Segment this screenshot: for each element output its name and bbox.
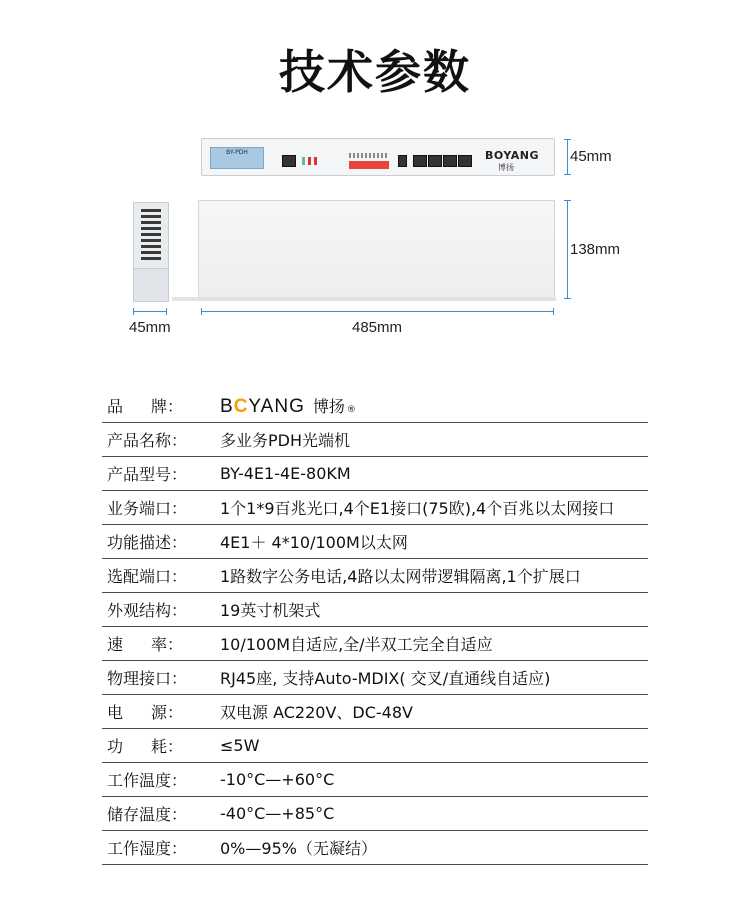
spec-row bbox=[102, 695, 648, 729]
phone-port-icon bbox=[398, 155, 407, 167]
spec-value: -10°C—+60°C bbox=[220, 770, 335, 789]
spec-key: 品 牌： bbox=[107, 397, 183, 416]
spec-value: RJ45座, 支持Auto-MDIX( 交叉/直通线自适应) bbox=[220, 669, 551, 688]
console-port-icon bbox=[282, 155, 296, 167]
dimension-tick bbox=[564, 200, 571, 201]
led-indicator-icon bbox=[302, 157, 305, 165]
status-led-strip-icon bbox=[349, 153, 389, 158]
panel-label-sticker: BY-PDH bbox=[210, 147, 264, 169]
dimension-tick bbox=[166, 308, 167, 315]
dimension-depth-label: 138mm bbox=[570, 241, 621, 258]
spec-row bbox=[102, 729, 648, 763]
ethernet-port-icon bbox=[428, 155, 442, 167]
spec-row bbox=[102, 491, 648, 525]
spec-key: 工作温度： bbox=[107, 771, 188, 790]
spec-value: 10/100M自适应,全/半双工完全自适应 bbox=[220, 635, 493, 654]
spec-row bbox=[102, 559, 648, 593]
spec-key: 功 耗： bbox=[107, 737, 183, 756]
spec-key: 产品名称： bbox=[107, 431, 188, 450]
led-indicator-icon bbox=[308, 157, 311, 165]
spec-row bbox=[102, 525, 648, 559]
spec-value: BY-4E1-4E-80KM bbox=[220, 464, 351, 483]
spec-row bbox=[102, 457, 648, 491]
spec-key: 电 源： bbox=[107, 703, 183, 722]
dimension-width-label: 485mm bbox=[352, 319, 403, 336]
ethernet-port-icon bbox=[443, 155, 457, 167]
ethernet-port-icon bbox=[458, 155, 472, 167]
spec-key: 业务端口： bbox=[107, 499, 188, 518]
spec-row bbox=[102, 423, 648, 457]
spec-key: 工作湿度： bbox=[107, 839, 188, 858]
vent-icon bbox=[141, 209, 161, 263]
spec-value: 双电源 AC220V、DC-48V bbox=[220, 703, 413, 722]
spec-value: 0%—95%（无凝结） bbox=[220, 839, 377, 858]
brand-logo: BCYANG 博扬 ® bbox=[220, 395, 356, 417]
device-top-rail bbox=[172, 297, 556, 301]
dimension-line bbox=[567, 200, 568, 299]
dimension-tick bbox=[564, 174, 571, 175]
spec-value: ≤5W bbox=[220, 736, 260, 755]
device-brand-cn: 博扬 bbox=[498, 163, 514, 172]
dimension-height-label: 45mm bbox=[570, 148, 612, 165]
page-title: 技术参数 bbox=[279, 45, 471, 99]
dimension-line bbox=[133, 311, 167, 312]
spec-value: 1个1*9百兆光口,4个E1接口(75欧),4个百兆以太网接口 bbox=[220, 499, 615, 518]
dip-switch-icon bbox=[349, 161, 389, 169]
led-indicator-icon bbox=[314, 157, 317, 165]
rack-bracket bbox=[133, 268, 169, 302]
dimension-tick bbox=[564, 139, 571, 140]
dimension-line bbox=[201, 311, 554, 312]
spec-row-brand bbox=[102, 389, 648, 423]
spec-value: 19英寸机架式 bbox=[220, 601, 321, 620]
spec-row bbox=[102, 763, 648, 797]
spec-key: 选配端口： bbox=[107, 567, 188, 586]
spec-key: 速 率： bbox=[107, 635, 183, 654]
spec-key: 物理接口： bbox=[107, 669, 188, 688]
spec-value: 多业务PDH光端机 bbox=[220, 431, 351, 450]
device-front-panel bbox=[201, 138, 555, 176]
spec-row bbox=[102, 661, 648, 695]
device-top-view bbox=[198, 200, 555, 300]
dimension-tick bbox=[553, 308, 554, 315]
device-side-view bbox=[133, 202, 169, 270]
spec-row bbox=[102, 831, 648, 865]
dimension-line bbox=[567, 139, 568, 175]
spec-key: 外观结构： bbox=[107, 601, 188, 620]
spec-row bbox=[102, 797, 648, 831]
spec-row bbox=[102, 627, 648, 661]
dimension-tick bbox=[201, 308, 202, 315]
spec-key: 储存温度： bbox=[107, 805, 188, 824]
dimension-tick bbox=[133, 308, 134, 315]
spec-value: 4E1＋ 4*10/100M以太网 bbox=[220, 533, 408, 552]
spec-key: 产品型号： bbox=[107, 465, 188, 484]
spec-key: 功能描述： bbox=[107, 533, 188, 552]
spec-row bbox=[102, 593, 648, 627]
spec-table bbox=[102, 389, 648, 865]
dimension-side-label: 45mm bbox=[129, 319, 171, 336]
spec-value: -40°C—+85°C bbox=[220, 804, 335, 823]
ethernet-port-icon bbox=[413, 155, 427, 167]
spec-value: 1路数字公务电话,4路以太网带逻辑隔离,1个扩展口 bbox=[220, 567, 581, 586]
dimension-tick bbox=[564, 298, 571, 299]
device-brand-logo: BOYANG bbox=[485, 149, 540, 162]
